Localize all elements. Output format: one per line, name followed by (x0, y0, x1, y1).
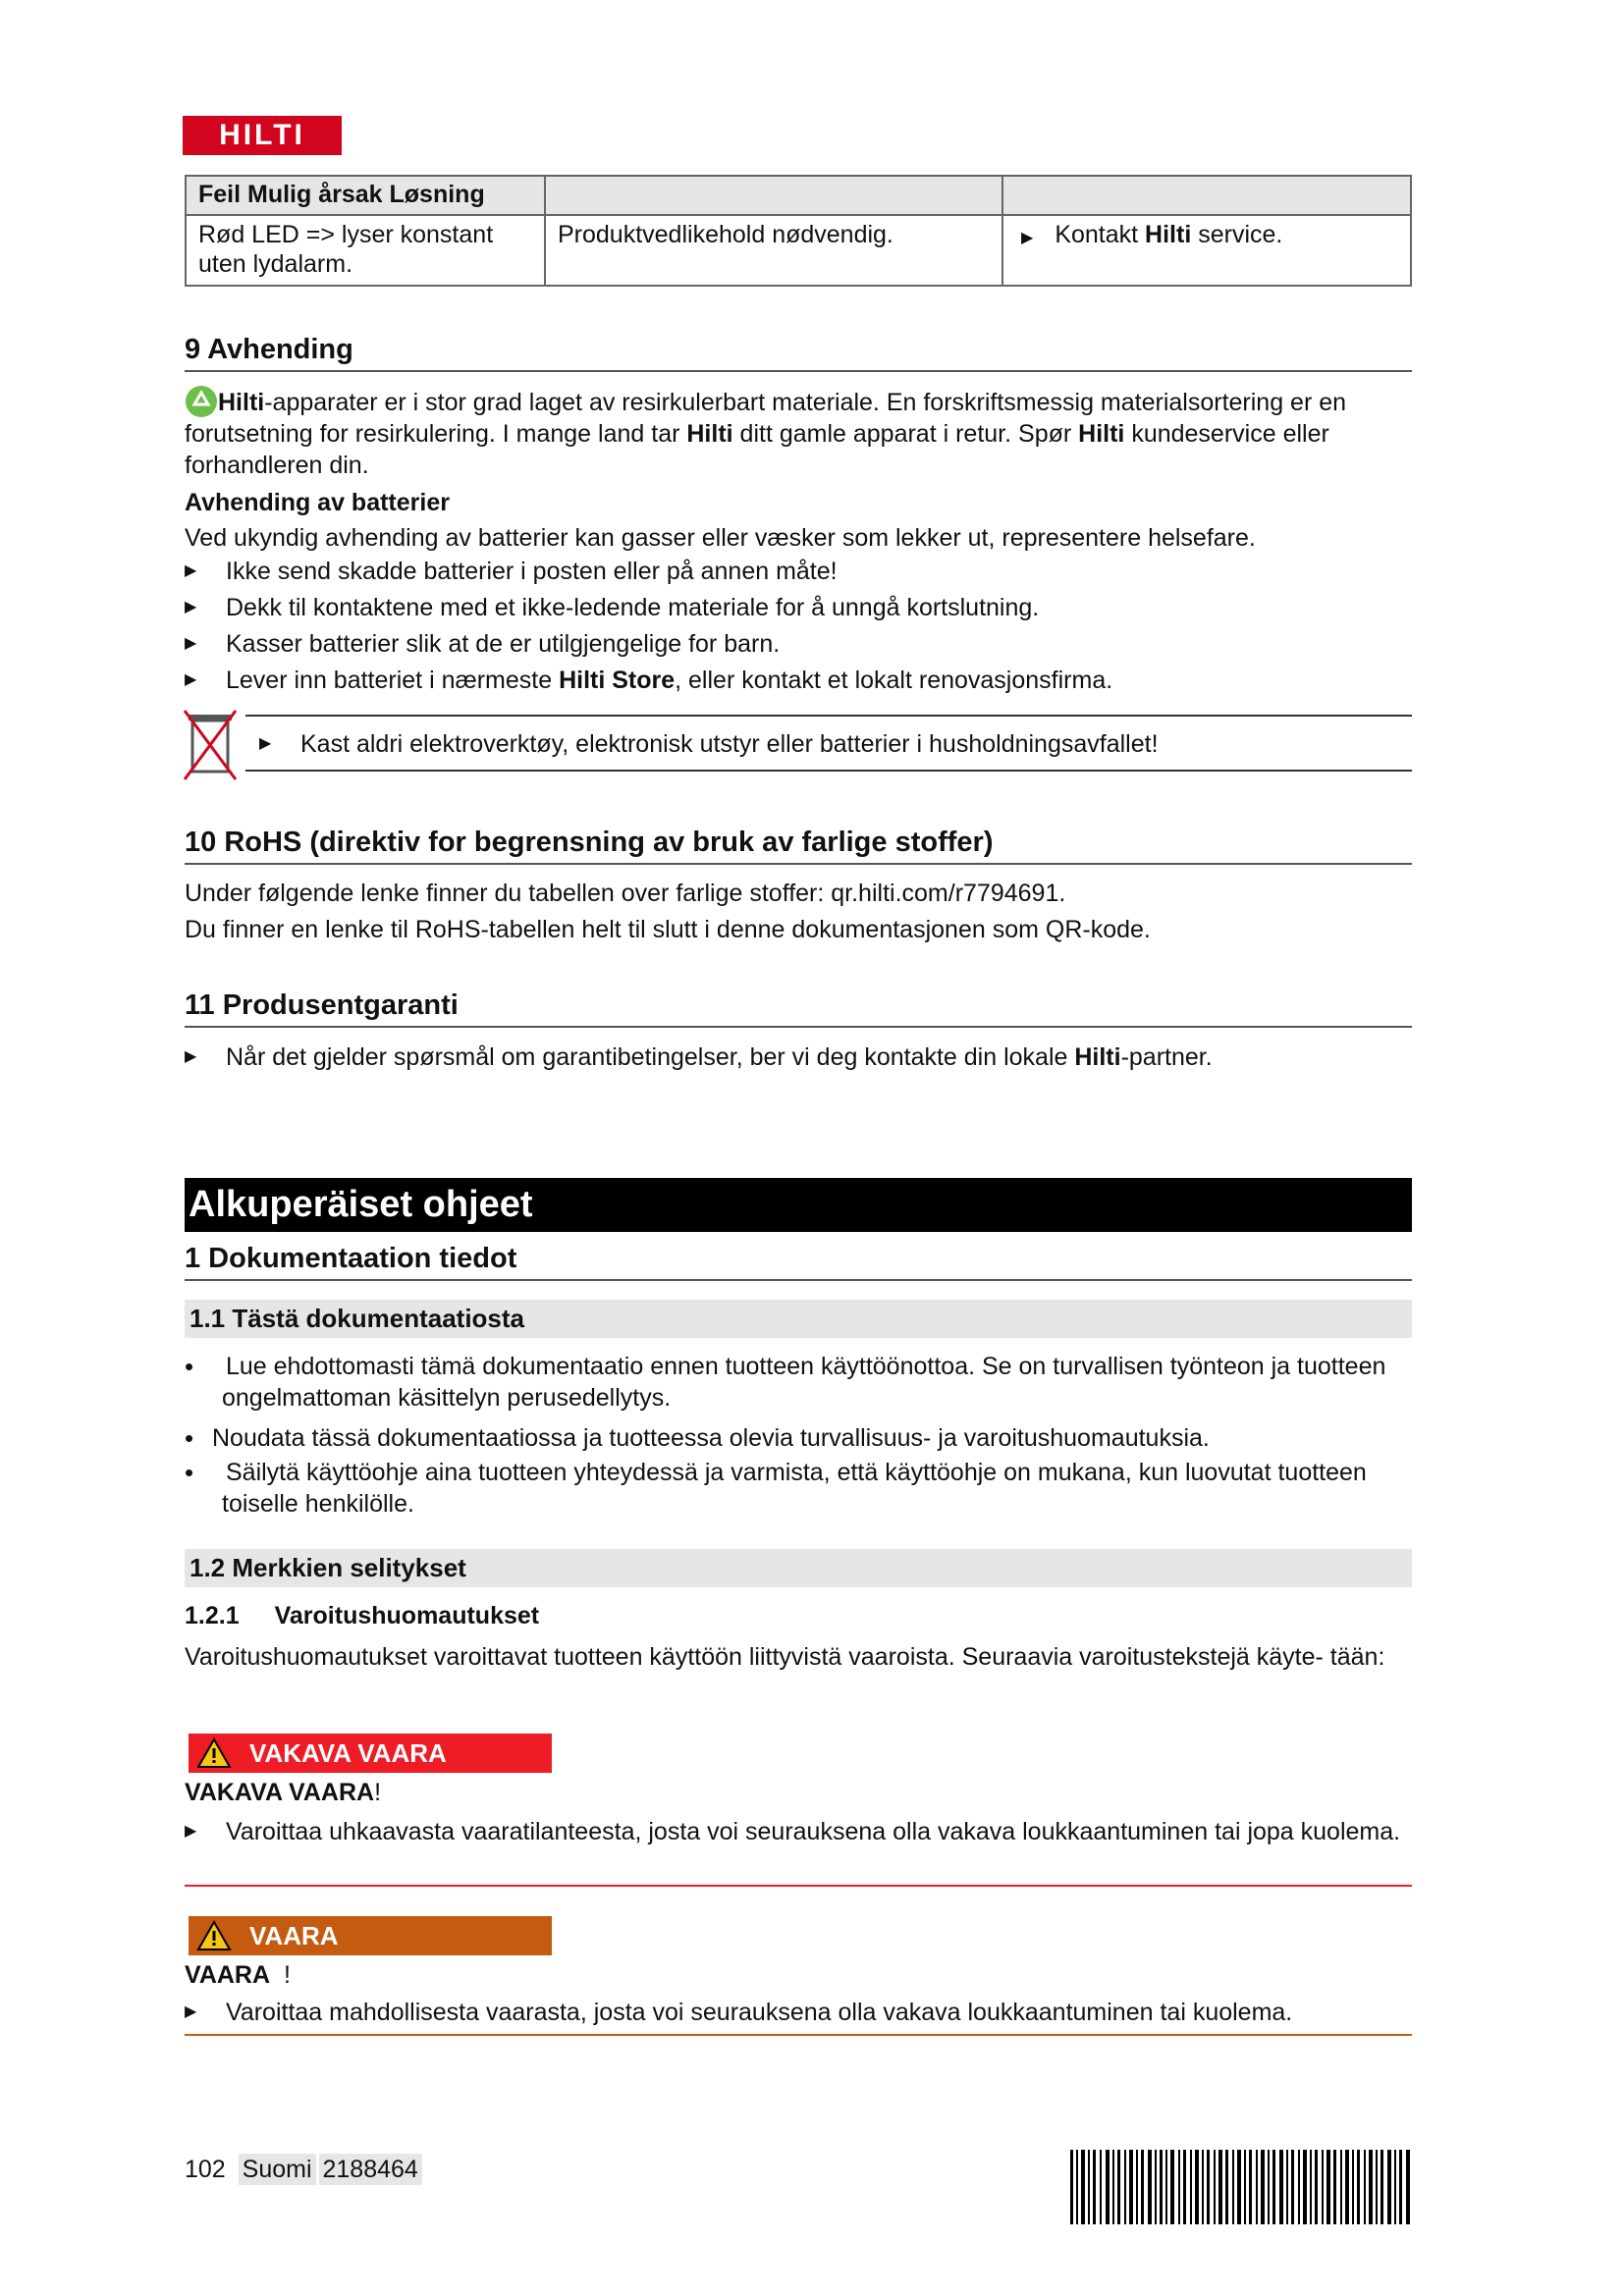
barcode (1070, 2150, 1412, 2224)
list-item: • Lue ehdottomasti tämä dokumentaatio ennen tuotteen käyttöönottoa. Se on turvallisen työnteon ja tuotteen ongelmattoman käsittelyn perusedellytys. (185, 1352, 1386, 1412)
table-cell-solution: ▶ Kontakt Hilti service. (1002, 215, 1411, 286)
subsection-title: 1.2 Merkkien selitykset (185, 1549, 1412, 1587)
document-number: 2188464 (319, 2154, 422, 2185)
warning-label: VAARA (189, 1916, 552, 1955)
crossed-bin-icon (183, 707, 238, 783)
section-title: 11 Produsentgaranti (185, 989, 1412, 1028)
bullet-dot-icon: • (185, 1352, 194, 1381)
language-label: Suomi (239, 2154, 316, 2185)
bullet-icon: ▶ (185, 635, 197, 652)
warning-heading: VAKAVA VAARA! (185, 1779, 382, 1806)
divider (245, 770, 1412, 772)
divider (185, 1885, 1412, 1887)
bullet-dot-icon: • (185, 1423, 194, 1453)
subsubsection-title: 1.2.1 Varoitushuomautukset (185, 1602, 540, 1629)
bullet-dot-icon: • (185, 1458, 194, 1487)
list-item: • Noudata tässä dokumentaatiossa ja tuotteessa olevia turvallisuus- ja varoitushuomautuksia. (185, 1423, 1210, 1453)
bullet-icon: ▶ (1021, 230, 1034, 246)
subsection-title: 1.1 Tästä dokumentaatiosta (185, 1300, 1412, 1338)
hilti-logo: HILTI (183, 116, 342, 155)
warning-triangle-icon (196, 1737, 232, 1769)
paragraph: Du finner en lenke til RoHS-tabellen helt til slutt i denne dokumentasjonen som QR-kode. (185, 916, 1151, 943)
paragraph: Varoitushuomautukset varoittavat tuotteen käyttöön liittyvistä vaaroista. Seuraavia varoitustekstejä käyte- tään: (185, 1643, 1385, 1671)
section-title: 9 Avhending (185, 334, 1412, 372)
divider (245, 715, 1412, 717)
paragraph: Ved ukyndig avhending av batterier kan gasser eller væsker som lekker ut, representere helsefare. (185, 524, 1256, 552)
bullet-icon: ▶ (259, 735, 272, 752)
warning-triangle-icon (196, 1920, 232, 1951)
page-number: 102 (185, 2156, 226, 2183)
table-header: Feil Mulig årsak Løsning (186, 176, 545, 215)
section-title: 10 RoHS (direktiv for begrensning av bruk av farlige stoffer) (185, 827, 1412, 865)
warning-heading: VAARA ! (185, 1961, 291, 1989)
disposal-intro: Hilti-apparater er i stor grad laget av resirkulerbart materiale. En forskriftsmessig materialsortering er en forutsetning for resirkulering. I mange land tar Hilti ditt gamle apparat i retur. Spør Hilti kundeservice eller forhandleren din. (185, 385, 1412, 481)
danger-label: VAKAVA VAARA (189, 1734, 552, 1773)
bullet-icon: ▶ (185, 599, 197, 615)
divider (185, 2034, 1412, 2036)
list-item: • Säilytä käyttöohje aina tuotteen yhteydessä ja varmista, että käyttöohje on mukana, kun luovutat tuotteen toiselle henkilölle. (185, 1458, 1367, 1518)
recycling-icon (185, 385, 218, 418)
paragraph: Under følgende lenke finner du tabellen over farlige stoffer: qr.hilti.com/r7794691. (185, 880, 1066, 907)
subsection-title: Avhending av batterier (185, 489, 450, 516)
bullet-icon: ▶ (185, 562, 197, 579)
table-row (186, 215, 1411, 286)
table-cell-fault: Rød LED => lyser konstant uten lydalarm. (186, 215, 545, 286)
footer (185, 2156, 422, 2184)
table-header (1002, 176, 1411, 215)
bullet-icon: ▶ (185, 671, 197, 688)
bullet-icon: ▶ (185, 2003, 197, 2020)
troubleshooting-table (185, 175, 1412, 287)
table-header (545, 176, 1002, 215)
table-cell-cause: Produktvedlikehold nødvendig. (545, 215, 1002, 286)
language-banner: Alkuperäiset ohjeet (185, 1178, 1412, 1232)
bullet-icon: ▶ (185, 1823, 197, 1840)
bullet-icon: ▶ (185, 1048, 197, 1065)
section-title: 1 Dokumentaation tiedot (185, 1243, 1412, 1281)
